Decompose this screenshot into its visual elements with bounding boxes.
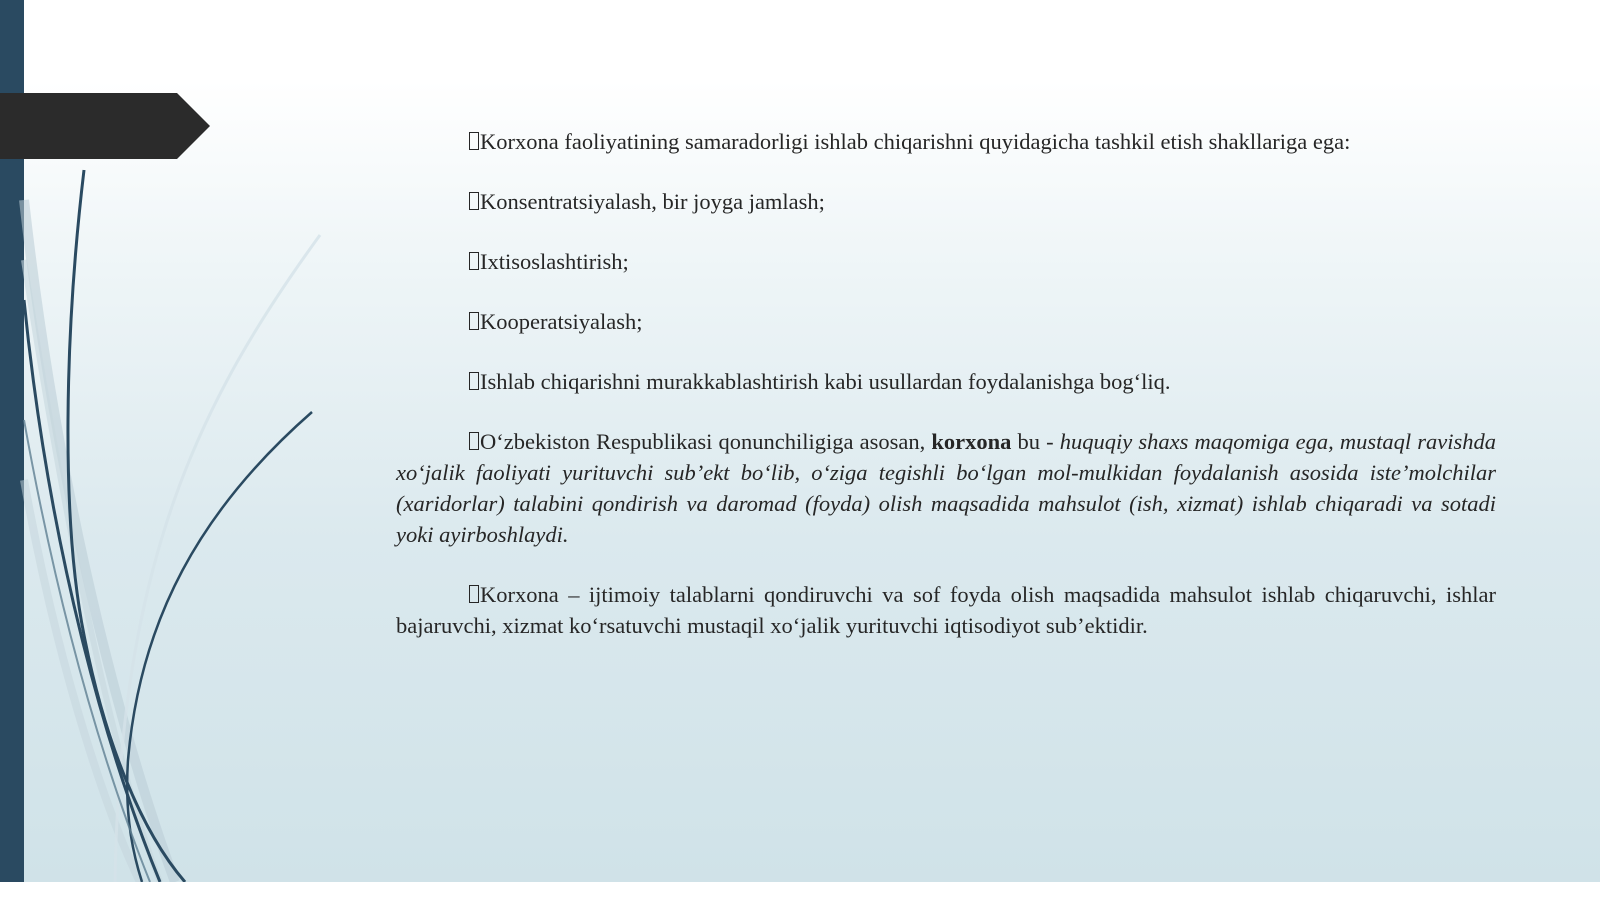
missing-glyph-box-icon: [469, 132, 479, 150]
missing-glyph-box-icon: [469, 432, 479, 450]
bullet-paragraph: [396, 306, 1496, 337]
title-arrow-tab: [0, 93, 210, 159]
closing-paragraph: [396, 579, 1496, 641]
definition-dash: bu -: [1011, 429, 1060, 454]
bullet-paragraph: [396, 186, 1496, 217]
slide-body: [396, 126, 1496, 670]
bullet-text: Ixtisoslashtirish;: [480, 249, 629, 274]
bullet-paragraph: [396, 246, 1496, 277]
bullet-text: Korxona faoliyatining samaradorligi ishlab chiqarishni quyidagicha tashkil etish shakllariga ega:: [480, 129, 1351, 154]
missing-glyph-box-icon: [469, 312, 479, 330]
definition-lead: O‘zbekiston Respublikasi qonunchiligiga asosan,: [480, 429, 932, 454]
bottom-margin: [0, 882, 1600, 899]
bullet-paragraph: [396, 126, 1496, 157]
bullet-paragraph: [396, 366, 1496, 397]
missing-glyph-box-icon: [469, 192, 479, 210]
missing-glyph-box-icon: [469, 252, 479, 270]
bullet-text: Ishlab chiqarishni murakkablashtirish kabi usullardan foydalanishga bog‘liq.: [480, 369, 1171, 394]
bullet-text: Konsentratsiyalash, bir joyga jamlash;: [480, 189, 825, 214]
missing-glyph-box-icon: [469, 585, 479, 603]
bullet-text: Kooperatsiyalash;: [480, 309, 643, 334]
missing-glyph-box-icon: [469, 372, 479, 390]
closing-text: Korxona – ijtimoiy talablarni qondiruvchi va sof foyda olish maqsadida mahsulot ishlab chiqaruvchi, ishlar bajaruvchi, xizmat ko‘rsatuvchi mustaqil xo‘jalik yurituvchi iqtisodiyot sub’ektidir.: [396, 582, 1496, 638]
definition-term: korxona: [931, 429, 1012, 454]
definition-italic: huquqiy shaxs maqomiga ega, mustaql ravishda xo‘jalik faoliyati yurituvchi sub’ekt bo‘lib, o‘ziga tegishli bo‘lgan mol-mulkidan foydalanish asosida iste’molchilar (xaridorlar) talabini qondirish va daromad (foyda) olish maqsadida mahsulot (ish, xizmat) ishlab chiqaradi va sotadi yoki ayirboshlaydi.: [396, 429, 1497, 547]
definition-paragraph: [396, 426, 1496, 550]
